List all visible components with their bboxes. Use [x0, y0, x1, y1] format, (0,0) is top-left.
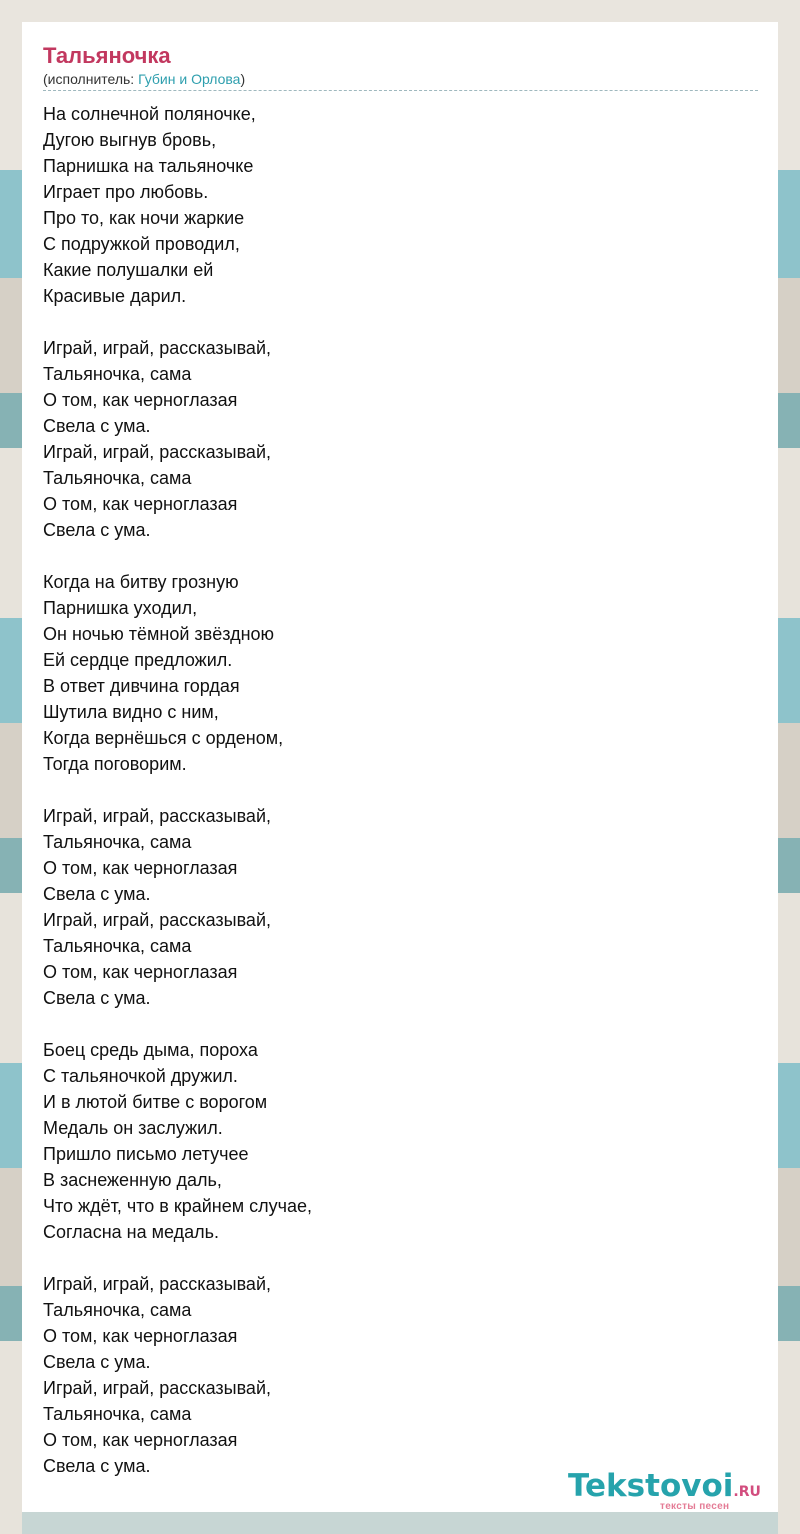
- lyrics-page: [22, 22, 778, 1512]
- artist-link[interactable]: Губин и Орлова: [138, 71, 241, 87]
- performer-line: [43, 70, 758, 91]
- performer-prefix: (исполнитель:: [43, 71, 139, 87]
- lyrics-text: На солнечной поляночке, Дугою выгнув бровь, Парнишка на тальяночке Играет про любовь. Про то, как ночи жаркие С подружкой проводил, Какие полушалки ей Красивые дарил. Играй, играй, рассказывай, Тальяночка, сама О том, как черноглазая Свела с ума. Играй, играй, рассказывай, Тальяночка, сама О том, как черноглазая Свела с ума. Когда на битву грозную Парнишка уходил, Он ночью тёмной звёздною Ей сердце предложил. В ответ дивчина гордая Шутила видно с ним, Когда вернёшься с орденом, Тогда поговорим. Играй, играй, рассказывай, Тальяночка, сама О том, как черноглазая Свела с ума. Играй, играй, рассказывай, Тальяночка, сама О том, как черноглазая Свела с ума. Боец средь дыма, пороха С тальяночкой дружил. И в лютой битве с ворогом Медаль он заслужил. Пришло письмо летучее В заснеженную даль, Что ждёт, что в крайнем случае, Согласна на медаль. Играй, играй, рассказывай, Тальяночка, сама О том, как черноглазая Свела с ума. Играй, играй, рассказывай, Тальяночка, сама О том, как черноглазая Свела с ума.: [43, 104, 313, 1476]
- song-title: Тальяночка: [43, 43, 171, 68]
- logo-tagline: тексты песен: [660, 1501, 730, 1512]
- performer-suffix: ): [240, 71, 246, 87]
- logo-tld: .RU: [733, 1484, 761, 1500]
- logo-brand: Tekstovoi: [568, 1468, 734, 1504]
- site-logo[interactable]: [568, 1468, 778, 1516]
